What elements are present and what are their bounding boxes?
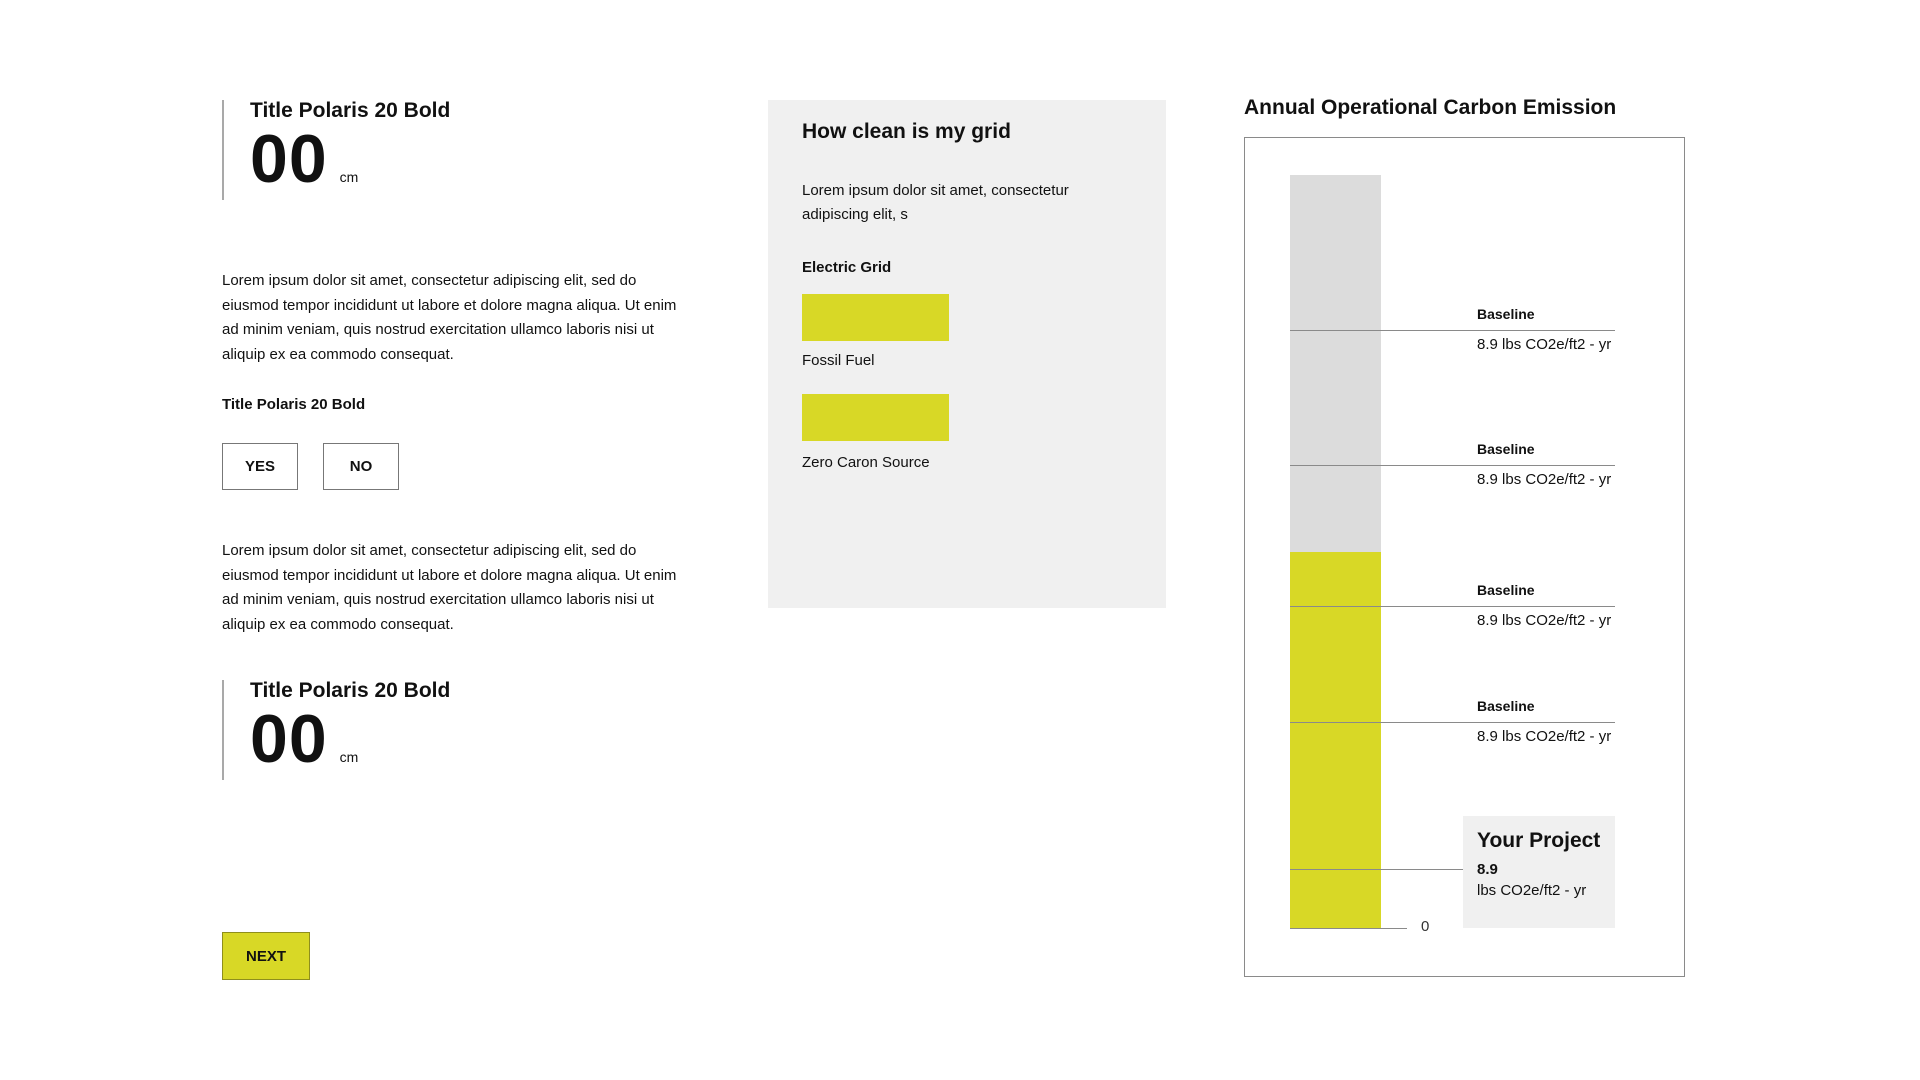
grid-info-card [768, 100, 1166, 608]
project-line [1290, 869, 1463, 870]
fossil-fuel-label: Fossil Fuel [802, 352, 875, 369]
stat-row [250, 121, 450, 197]
project-title: Your Project [1477, 829, 1601, 852]
reference-value: 8.9 lbs CO2e/ft2 - yr [1477, 728, 1612, 745]
stat-value: 00 [250, 121, 328, 197]
chart-title: Annual Operational Carbon Emission [1244, 96, 1617, 119]
project-value: 8.9 [1477, 861, 1498, 878]
emission-chart [1244, 137, 1685, 977]
section-label: Electric Grid [802, 259, 892, 276]
card-title: How clean is my grid [802, 120, 1011, 143]
project-bar [1290, 552, 1381, 929]
stat-value: 00 [250, 701, 328, 777]
reference-value: 8.9 lbs CO2e/ft2 - yr [1477, 336, 1612, 353]
reference-line [1290, 330, 1615, 331]
reference-line [1290, 606, 1615, 607]
stat-row [250, 701, 450, 777]
zero-carbon-swatch [802, 394, 949, 441]
reference-name: Baseline [1477, 306, 1535, 322]
question-title: Title Polaris 20 Bold [222, 396, 366, 413]
next-button[interactable]: NEXT [222, 932, 310, 980]
fossil-fuel-swatch [802, 294, 949, 341]
reference-name: Baseline [1477, 441, 1535, 457]
description-paragraph: Lorem ipsum dolor sit amet, consectetur adipiscing elit, sed do eiusmod tempor incididunt ut labore et dolore magna aliqua. Ut enim ad minim veniam, quis nostrud exercitation ullamco laboris nisi ut aliquip ex ea commodo consequat. [222, 272, 677, 363]
yes-button[interactable]: YES [222, 443, 298, 490]
zero-label: 0 [1421, 918, 1430, 935]
project-callout [1463, 816, 1615, 928]
reference-line [1290, 465, 1615, 466]
reference-line [1290, 722, 1615, 723]
stat-block-top [222, 100, 450, 200]
project-unit: lbs CO2e/ft2 - yr [1477, 882, 1587, 899]
reference-name: Baseline [1477, 582, 1535, 598]
stat-unit: cm [339, 749, 359, 765]
no-button[interactable]: NO [323, 443, 399, 490]
reference-value: 8.9 lbs CO2e/ft2 - yr [1477, 612, 1612, 629]
zero-axis-line [1290, 928, 1407, 929]
stat-title: Title Polaris 20 Bold [250, 99, 451, 122]
card-text: Lorem ipsum dolor sit amet, consectetur adipiscing elit, s [802, 182, 1069, 223]
stat-block-bottom [222, 680, 450, 780]
reference-value: 8.9 lbs CO2e/ft2 - yr [1477, 471, 1612, 488]
description-paragraph: Lorem ipsum dolor sit amet, consectetur adipiscing elit, sed do eiusmod tempor incididunt ut labore et dolore magna aliqua. Ut enim ad minim veniam, quis nostrud exercitation ullamco laboris nisi ut aliquip ex ea commodo consequat. [222, 542, 677, 633]
stat-title: Title Polaris 20 Bold [250, 679, 451, 702]
zero-carbon-label: Zero Caron Source [802, 454, 930, 471]
stat-unit: cm [339, 169, 359, 185]
reference-name: Baseline [1477, 698, 1535, 714]
